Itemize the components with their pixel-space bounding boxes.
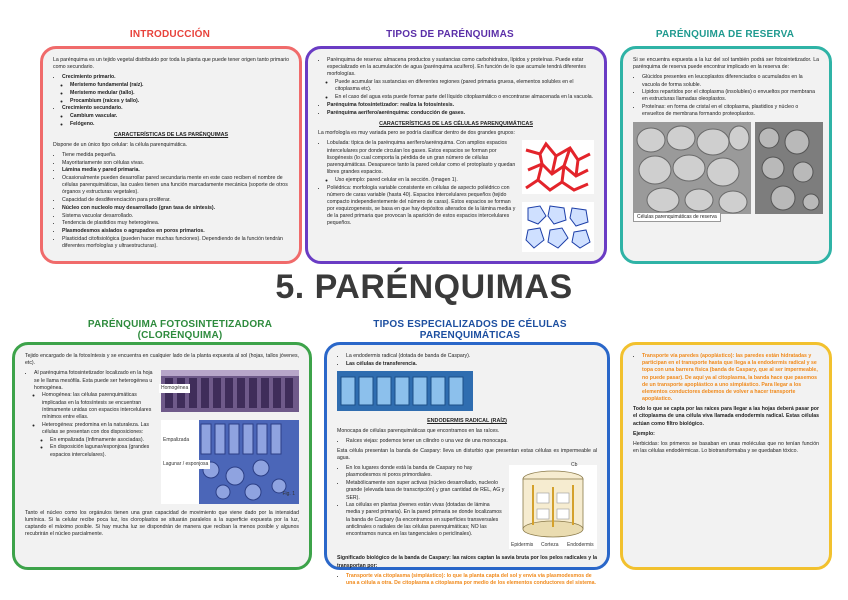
foto-paragraph-2: Tanto el núcleo como los orgánulos tienen una gran capacidad de movimiento que viene dado por la intensidad lumínica. Si la celular recibe poca luz, los cloroplastos se situarán paralelos a la superficie expuesta por la luz, captando el máximo posible. Si hay mucha luz se dispondrán de manera que reciban la menos posible y algunos recubrirán el núcleo parcialmente. (25, 509, 299, 538)
foto-title-line-1: PARÉNQUIMA FOTOSINTETIZADORA (87, 319, 273, 330)
foto-list (25, 370, 157, 503)
list-item: • Al parénquima fotosintetizador localizado en la hoja se le llama mesófila. Esta puede ser heterogénea u homogénea. (34, 370, 157, 392)
diagram-label-epidermis: Epidermis (511, 542, 534, 549)
intro-title: INTRODUCCIÓN (129, 29, 211, 40)
list-item: • Lámina media y pared primaria. (62, 167, 289, 174)
list-item: • Ocasionalmente pueden desarrollar pared secundaria mente en este caso reciben el nombre de células parenquimáticas, las cuales tienen una función marcadamente mecánica (soporte de otros órganos y estructuras vegetales). (62, 175, 289, 197)
list-item-text: Transporte vía paredes (apoplástico): las paredes están hidratadas y participan en el transporte hasta que llega a la endodermis radical y se topa con una barrera física (banda de Caspary, que al ser impermeable, no puede pasar). De aquí ya al citoplasma, la banda hace que pasemos de un transporte apoplástico a uno simplástico. Para llegar a los elementos conductores debemos de volver a hacer transporte apoplástico. (642, 353, 818, 403)
list-item: • Parénquima fotosintetizador: realiza la fotosíntesis. (327, 102, 594, 109)
especial-list-2 (337, 438, 597, 445)
diagram-label-corteza: Corteza (541, 542, 559, 549)
especial-list-3 (337, 465, 505, 549)
list-item: • Glúcidos presentes en leucoplastos diferenciados o acumulados en la vacuola de forma soluble. (642, 74, 819, 88)
list-item: • Parénquima aerífero/aerénquima: conducción de gases. (327, 110, 594, 117)
intro-paragraph: La parénquima es un tejido vegetal distribuido por toda la planta que puede tener origen tanto primario como secundario. (53, 57, 289, 71)
list-item: • Núcleo con nucleolo muy desarrollado (gran tasa de síntesis). (62, 205, 289, 212)
homogeneous-label: Homogénea (161, 385, 189, 392)
list-item (642, 353, 819, 403)
diagram-label-cb: Cb (571, 462, 578, 469)
intro-subtitle: CARACTERÍSTICAS DE LAS PARÉNQUIMAS (113, 132, 229, 139)
list-item: ◦ Homogénea: las células parenquimáticas implicadas en la fotosíntesis se encuentran íntimamente unidas con espacios intercelulares mínimos entre ellas. (42, 392, 157, 421)
list-item: ◦ Uso ejemplo: pared celular en la sección. (Imagen 1). (335, 177, 518, 184)
list-item-text: Transporte vía citoplasma (simplástico): lo que la planta capta del sol y envía vía plasmodesmos de una a célula a otra. De citoplasma a citoplasma por medio de los elementos conductores del sistema. (346, 572, 596, 586)
especial-paragraph-3: Significado biológico de la banda de Caspary: las raíces captan la savia bruta por los pelos radicales y la transportan por: (337, 555, 597, 569)
list-item: • Mayoritariamente son células vivas. (62, 160, 289, 167)
transporte-paragraph-2: Herbicidas: los primeros se basaban en unas moléculas que no tenían función en las células endodérmicas. Lo biotransformaba y se quedaban tóxico. (633, 440, 819, 455)
list-item: • Parénquima de reserva: almacena productos y sustancias como carbohidratos, lípidos y proteínas. Puede estar especializado en la acumulación de agua (parénquima acuífero). En función de lo que acumule tendrá diferentes morfologías. (327, 57, 594, 79)
transporte-box (620, 342, 832, 570)
list-item: • Raíces viejas: podemos tener un cilindro o una vez de una monocapa. (346, 438, 597, 445)
foto-box (12, 342, 312, 570)
list-item: • Plasmodesmos aislados o agrupados en poros primarios. (62, 228, 289, 235)
list-item: ◦ Puede acumular las sustancias en diferentes regiones (pared primaria gruesa, elementos solubles en el citoplasma etc). (335, 79, 594, 93)
list-item: ◦ Cambium vascular. (70, 113, 289, 120)
list-item: ◦ En empalizada (ínfimamente asociadas). (50, 437, 157, 444)
list-item: ◦ Meristemo fundamental (raíz). (70, 82, 289, 89)
especial-subtitle: ENDODERMIS RADICAL (RAÍZ) (427, 418, 507, 425)
reserve-cells-micrograph (633, 122, 823, 214)
list-item: • Lobulada: típica de la parénquima aerífero/aerénquima. Con amplios espacios intercelulares por donde circulan los gases. Estos espacios se forman por lisogénesis (lo cual comporta la pérdida de un gran número de células parenquimáticas. Desaparece tanto la pared celular como el protoplasto y quedan libres grandes espacios. (327, 140, 518, 176)
list-item: • Lípidos repartidos por el citoplasma (insolubles) o envueltos por membrana en estructuras llamadas oleoplastos. (642, 89, 819, 103)
list-item: • Crecimiento secundario. (62, 105, 289, 112)
transporte-example-label: Ejemplo: (633, 430, 655, 437)
transporte-list (633, 353, 819, 403)
list-item (346, 573, 597, 587)
polyhedral-cells-image (522, 202, 594, 252)
especial-title-line-1: TIPOS ESPECIALIZADOS DE CÉLULAS (373, 319, 567, 330)
tipos-box (305, 46, 607, 264)
list-item: • Las células en plantas jóvenes están vivas (dotadas de lámina media y pared primaria). En la pared primaria se donde localizamos la banda de Caspary (la encontramos en superficies transversales anticlinales o radiales de las células parenquimáticas; NO las encontramos nunca en las tangenciales o periclinales). (346, 502, 505, 538)
list-item: • Crecimiento primario. (62, 74, 289, 81)
intro-growth-list (53, 74, 289, 128)
list-item: ◦ En disposición lagunar/esponjosa (grandes espacios intercelulares). (50, 444, 157, 458)
list-item: • Sistema vacuolar desarrollado. (62, 213, 289, 220)
intro-characteristics-list (53, 152, 289, 251)
list-item: ◦ Heterogénea: predomina en la naturaleza. Las células se presentan con dos disposiciones: (42, 422, 157, 436)
reserva-box (620, 46, 832, 264)
list-item: ◦ Meristemo medular (tallo). (70, 90, 289, 97)
foto-title-line-2: (CLORÉNQUIMA) (137, 330, 223, 341)
especial-list-4 (337, 573, 597, 587)
reserva-list (633, 74, 819, 118)
list-item: • En los lugares donde está la banda de Caspary no hay plasmodesmos ni poros primordiales. (346, 465, 505, 479)
spongy-label: Lagunar / esponjosa (163, 461, 209, 468)
list-item: ◦ Felógeno. (70, 121, 289, 128)
reserva-title: PARÉNQUIMA DE RESERVA (655, 29, 795, 40)
lobulated-cells-image (522, 140, 594, 194)
tipos-subtitle: CARACTERÍSTICAS DE LAS CÉLULAS PARENQUIMÁTICAS (379, 120, 533, 127)
list-item: • Capacidad de desdiferenciación para proliferar. (62, 197, 289, 204)
reserva-caption: Células parenquimáticas de reserva (633, 212, 721, 223)
list-item: • Las células de transferencia. (346, 361, 597, 368)
tipos-title: TIPOS DE PARÉNQUIMAS (386, 29, 514, 40)
intro-box (40, 46, 302, 264)
foto-title (50, 319, 310, 341)
tipos-morphology-list (318, 140, 518, 251)
palisade-label: Empalizada (163, 437, 190, 444)
list-item: • Proteínas: en forma de cristal en el citoplasma, plastidios y núcleo o envueltos de membrana formando proteoplastos. (642, 104, 819, 118)
diagram-label-endodermis: Endodermis (567, 542, 594, 549)
especial-list (337, 353, 597, 368)
especial-paragraph: Monocapa de células parenquimáticas que encontramos en las raíces. (337, 427, 500, 434)
especial-box (324, 342, 610, 586)
list-item: • Tendencia de plastidios muy heterogénea. (62, 220, 289, 227)
especial-title-line-2: PARENQUIMÁTICAS (419, 330, 521, 341)
especial-paragraph-2: Esta célula presentan la banda de Caspary: lleva un disturbio que presentan estas células es impermeable al agua. (337, 447, 597, 462)
list-item: • Metabólicamente son super activas (núcleo desarrollado, nucleolo grande (elevada tasa de transcripción) y gran cantidad de REL, AG y SER). (346, 480, 505, 502)
transporte-paragraph: Todo lo que se capta por las raíces para llegar a las hojas deberá pasar por el citoplasma de una célula viva llamada endodermis radical. Estas células actúan como filtro biológico. (633, 406, 819, 427)
list-item: ◦ Procambium (raíces y tallo). (70, 98, 289, 105)
list-item: • Tiene medida pequeña. (62, 152, 289, 159)
list-item: • Plasticidad citofisiológica (pueden hacer muchas funciones). Dependiendo de la función tendrán diferentes morfologías y ultraestructuras). (62, 236, 289, 250)
list-item: • Poliédrica: morfología variable consistente en células de aspecto poliédrico con número de caras variable (hasta 40). Espacios intercelulares pequeños (tejido compacto independientemente del número de caras). Estos espacios se forman por esquizogenesis, se basa en que hay depósitos alterados de la lámina media y de la pared primaria que provocan la aparición de estos espacios intercelulares pequeños. (327, 185, 518, 228)
endodermis-micrograph (337, 371, 473, 411)
foto-paragraph: Tejido encargado de la fotosíntesis y se encuentra en cualquier lado de la planta expuesta al sol (hojas, tallos jóvenes, etc). (25, 353, 299, 367)
list-item: ◦ En el caso del agua esta puede formar parte del líquido citoplasmático o encontrarse almacenada en la vacuola. (335, 94, 594, 101)
figure-caption: Fig. 1 (282, 491, 295, 498)
casparian-strip-diagram (509, 465, 597, 549)
page-title: 5. PARÉNQUIMAS (275, 268, 573, 306)
intro-paragraph-2: Dispone de un único tipo celular: la célula parenquimática. (53, 141, 188, 148)
reserva-paragraph: Si se encuentra expuesta a la luz del sol también podrá ser fotosintetizador. La parénquima de reserva puede encontrar implicado en la reserva de: (633, 57, 819, 71)
especial-title (330, 319, 610, 341)
tipos-list (318, 57, 594, 117)
tipos-paragraph: La morfología es muy variada pero se podría clasificar dentro de dos grandes grupos: (318, 130, 515, 137)
list-item: • La endodermis radical (dotada de banda de Caspary). (346, 353, 597, 360)
